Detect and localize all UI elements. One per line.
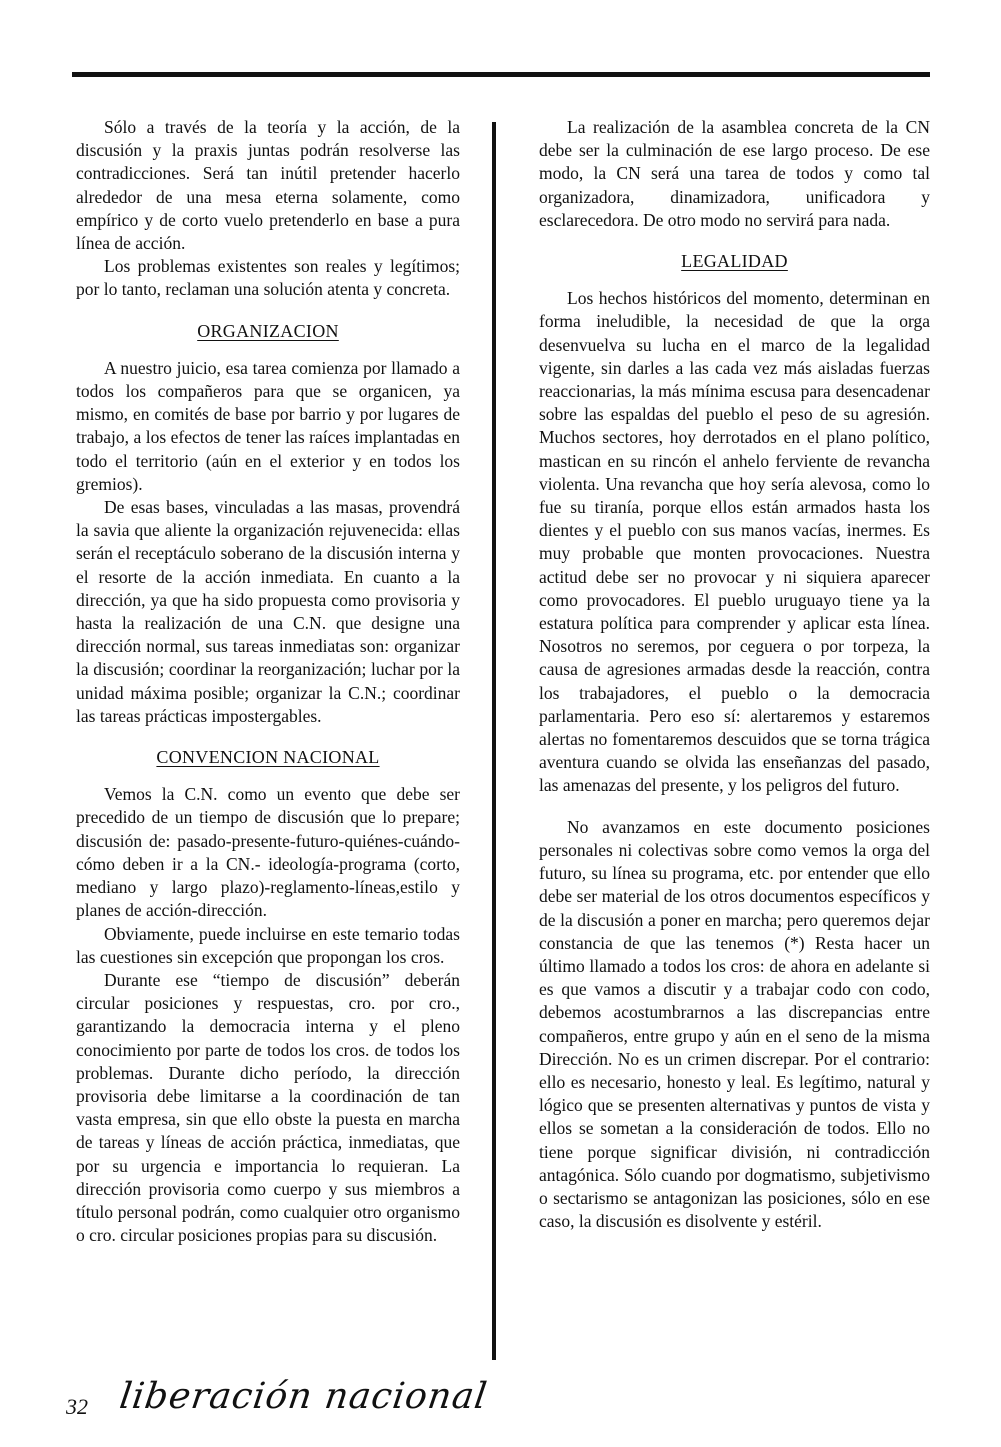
masthead-logo: liberación nacional <box>117 1376 491 1417</box>
section-heading-organizacion: ORGANIZACION <box>197 320 339 341</box>
paragraph: Los hechos históricos del momento, determinan en forma ineludible, la necesidad de que la orga desenvuelva su lucha en el marco de la legalidad vigente, sin darles a las cada vez más aisladas fuerzas reaccionarias, la más mínima escusa para desencadenar sobre las espaldas del pueblo el peso de su agresión. Muchos sectores, hoy derrotados en el plano político, mastican en su rincón el anhelo ferviente de revancha violenta. Una revancha que hoy sería alevosa, como lo fue su tiranía, porque ellos están armados hasta los dientes y el pueblo con sus manos vacías, inermes. Es muy probable que monten provocaciones. Nuestra actitud debe ser no provocar y ni siquiera aparecer como provocadores. El pueblo uruguayo tiene ya la estatura política para comprender y aplicar esta línea. Nosotros no seremos, por ceguera o por torpeza, la causa de agresiones armadas desde la reacción, contra los trabajadores, el pueblo o la democracia parlamentaria. Pero eso sí: alertaremos y estaremos alertas no fomentaremos descuidos que se torna trágica aventura cuando se olvida las enseñanzas del pasado, las amenazas del presente, y los peligros del futuro. <box>539 288 930 796</box>
spacer <box>539 798 930 816</box>
paragraph: De esas bases, vinculadas a las masas, provendrá la savia que aliente la organización rejuvenecida: ellas serán el receptáculo soberano de la discusión interna y el resorte de la acción inmediata. En cuanto a la dirección, ya que ha sido propuesta como provisoria y hasta la realización de una C.N. que designe una dirección normal, sus tareas inmediatas son: organizar la discusión; coordinar la reorganización; luchar por la unidad máxima posible; organizar la C.N.; coordinar las tareas prácticas impostergables. <box>76 497 460 726</box>
paragraph: La realización de la asamblea concreta de la CN debe ser la culminación de ese largo proceso. De ese modo, la CN será una tarea de todos y como tal organizadora, dinamizadora, unificadora y esclarecedora. De otro modo no servirá para nada. <box>539 117 930 230</box>
page-footer <box>66 1376 566 1430</box>
left-column <box>76 116 460 1247</box>
section-heading-legalidad: LEGALIDAD <box>681 251 788 272</box>
paragraph: Los problemas existentes son reales y legítimos; por lo tanto, reclaman una solución atenta y concreta. <box>76 256 460 300</box>
right-column <box>539 116 930 1233</box>
top-rule <box>72 72 930 77</box>
paragraph: Obviamente, puede incluirse en este temario todas las cuestiones sin excepción que propongan los cros. <box>76 923 460 967</box>
paragraph: Sólo a través de la teoría y la acción, de la discusión y la praxis juntas podrán resolverse las contradicciones. Será tan inútil pretender hacerlo alrededor de una mesa eterna solamente, como empírico y de corto vuelo pretenderlo en base a pura línea de acción. <box>76 117 460 254</box>
paragraph: A nuestro juicio, esa tarea comienza por llamado a todos los compañeros para que se organicen, ya mismo, en comités de base por barrio y por lugares de trabajo, a los efectos de tener las raíces implantadas en todo el territorio (aún en el exterior y en todos los gremios). <box>76 357 460 494</box>
paragraph: No avanzamos en este documento posiciones personales ni colectivas sobre como vemos la orga del futuro, su línea su programa, etc. por entender que ello debe ser material de los otros documentos específicos y de la discusión a poner en marcha; pero queremos dejar constancia de que las tenemos (*) Resta hacer un último llamado a todos los cros: de ahora en adelante si es que vamos a discutir y a trabajar codo con codo, debemos acostumbrarnos a las discrepancias entre compañeros, entre grupo y aún en el seno de la misma Dirección. No es un crimen discrepar. Por el contrario: ello es necesario, honesto y leal. Es legítimo, natural y lógico que se presenten alternativas y puntos de vista y ellos se sometan a la consideración de todos. Ello no tiene porque significar división, ni contradicción antagónica. Sólo cuando por dogmatismo, subjetivismo o sectarismo se antagonizan las posiciones, sólo en ese caso, la discusión es disolvente y estéril. <box>539 816 930 1232</box>
section-heading-convencion: CONVENCION NACIONAL <box>156 747 380 768</box>
page-number: 32 <box>66 1394 88 1419</box>
paragraph: Vemos la C.N. como un evento que debe ser precedido de un tiempo de discusión que lo prepare; discusión de: pasado-presente-futuro-quiénes-cuándo-cómo deben ir a la CN.- ideología-programa (corto, mediano y largo plazo)-reglamento-líneas,estilo y planes de acción-dirección. <box>76 784 460 921</box>
paragraph: Durante ese “tiempo de discusión” deberán circular posiciones y respuestas, cro. por cro., garantizando la democracia interna y el pleno conocimiento por parte de todos los cros. de todos los problemas. Durante dicho período, la dirección provisoria debe limitarse a la coordinación de tan vasta empresa, sin que ello obste la puesta en marcha de tareas y líneas de acción práctica, inmediatas, que por su urgencia e importancia lo requieran. La dirección provisoria como cuerpo y sus miembros a título personal podrán, como cualquier otro organismo o cro. circular posiciones propias para su discusión. <box>76 969 460 1246</box>
column-divider <box>492 122 496 1360</box>
